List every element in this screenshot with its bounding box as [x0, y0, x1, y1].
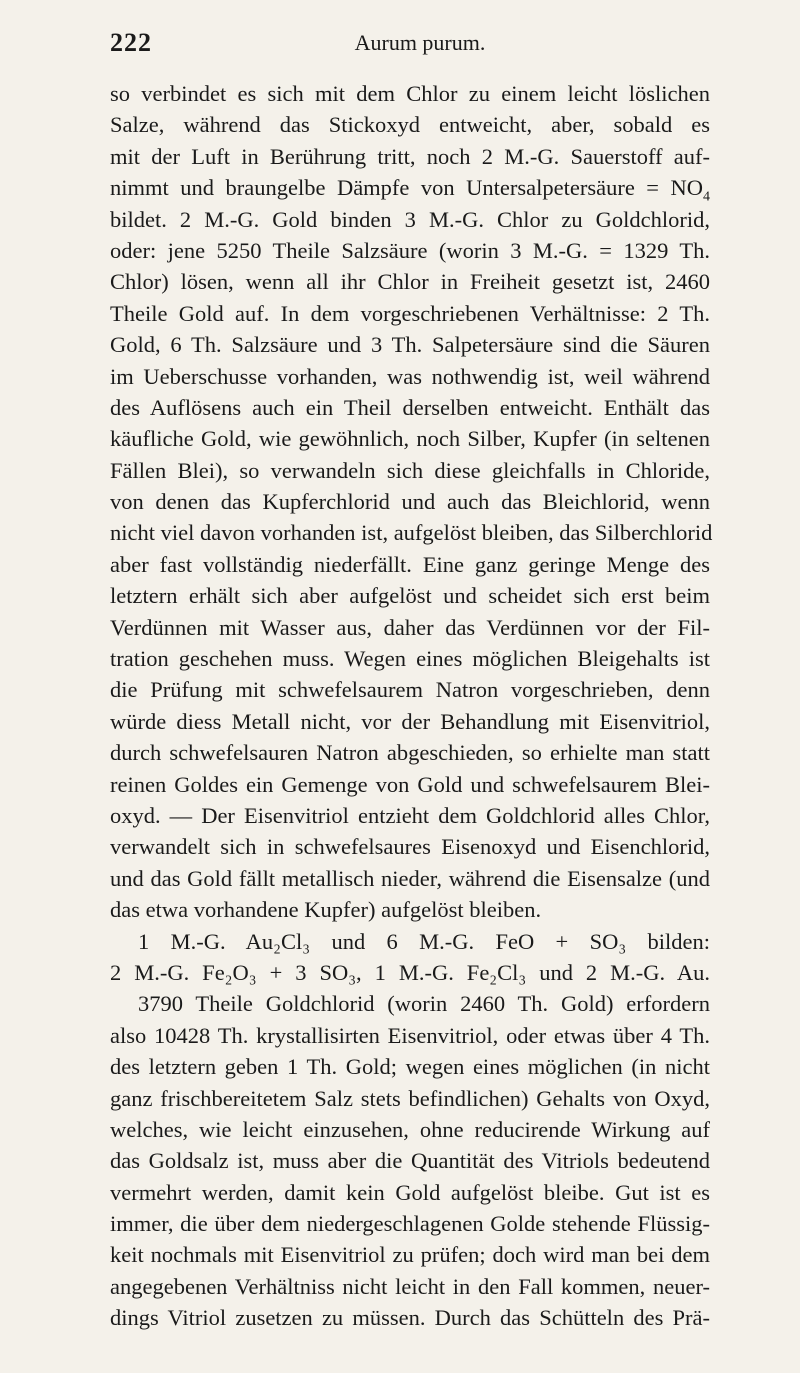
text-line — [110, 643, 710, 674]
text-line-content: oder: jene 5250 Theile Salzsäure (worin 3 M.-G. = 1329 Th. — [110, 237, 710, 263]
text-line-content: 1 M.-G. Au₂Cl₃ und 6 M.-G. FeO + SO₃ bilden: — [138, 928, 710, 954]
text-line-content: ganz frischbereitetem Salz stets befindlichen) Gehalts von Oxyd, — [110, 1085, 710, 1111]
text-line — [110, 423, 710, 454]
text-line-content: welches, wie leicht einzusehen, ohne reducirende Wirkung auf — [110, 1116, 710, 1142]
text-line-content: 3790 Theile Goldchlorid (worin 2460 Th. Gold) erfordern — [138, 991, 710, 1017]
text-line — [110, 1271, 710, 1302]
text-line — [110, 1020, 710, 1051]
text-line — [110, 204, 710, 235]
text-line-content: Theile Gold auf. In dem vorgeschriebenen Verhältnisse: 2 Th. — [110, 300, 710, 326]
text-line-content: also 10428 Th. krystallisirten Eisenvitriol, oder etwas über 4 Th. — [110, 1022, 710, 1048]
text-line-content: und das Gold fällt metallisch nieder, während die Eisensalze (und — [110, 865, 710, 891]
text-line — [110, 1145, 710, 1176]
text-line — [110, 580, 710, 611]
text-line-content: 2 M.-G. Fe₂O₃ + 3 SO₃, 1 M.-G. Fe₂Cl₃ und 2 M.-G. Au. — [110, 959, 710, 985]
text-line-content: das etwa vorhandene Kupfer) aufgelöst bleiben. — [110, 897, 542, 923]
text-line — [110, 329, 710, 360]
text-line-content: tration geschehen muss. Wegen eines möglichen Bleigehalts ist — [110, 646, 710, 672]
text-line — [110, 612, 710, 643]
body-text — [110, 78, 713, 1334]
text-line — [110, 1083, 710, 1114]
text-line — [110, 298, 710, 329]
text-line-content: Salze, während das Stickoxyd entweicht, aber, sobald es — [110, 112, 710, 138]
text-line — [110, 172, 710, 203]
text-line-content: die Prüfung mit schwefelsaurem Natron vorgeschrieben, denn — [110, 677, 710, 703]
text-line — [110, 737, 710, 768]
text-line — [110, 894, 710, 925]
text-line-content: das Goldsalz ist, muss aber die Quantität des Vitriols bedeutend — [110, 1148, 710, 1174]
text-line — [110, 957, 710, 988]
text-line-content: nicht viel davon vorhanden ist, aufgelöst bleiben, das Silberchlorid — [110, 520, 713, 546]
text-line — [110, 361, 710, 392]
text-line-content: verwandelt sich in schwefelsaures Eisenoxyd und Eisenchlorid, — [110, 834, 710, 860]
text-line-content: durch schwefelsauren Natron abgeschieden, so erhielte man statt — [110, 740, 710, 766]
text-line-content: Chlor) lösen, wenn all ihr Chlor in Freiheit gesetzt ist, 2460 — [110, 269, 710, 295]
text-line-content: dings Vitriol zusetzen zu müssen. Durch das Schütteln des Prä- — [110, 1305, 710, 1331]
text-line-content: aber fast vollständig niederfällt. Eine ganz geringe Menge des — [110, 551, 710, 577]
text-line — [110, 1051, 710, 1082]
page-header — [110, 28, 710, 60]
text-line-content: bildet. 2 M.-G. Gold binden 3 M.-G. Chlor zu Goldchlorid, — [110, 206, 710, 232]
text-line — [110, 235, 710, 266]
text-line — [110, 863, 710, 894]
text-line — [110, 266, 710, 297]
text-line-content: letztern erhält sich aber aufgelöst und scheidet sich erst beim — [110, 583, 710, 609]
text-line-content: angegebenen Verhältniss nicht leicht in den Fall kommen, neuer- — [110, 1273, 710, 1299]
text-line — [110, 926, 710, 957]
text-line-content: immer, die über dem niedergeschlagenen Golde stehende Flüssig- — [110, 1211, 710, 1237]
text-line-content: Fällen Blei), so verwandeln sich diese gleichfalls in Chloride, — [110, 457, 710, 483]
text-line-content: reinen Goldes ein Gemenge von Gold und schwefelsaurem Blei- — [110, 771, 710, 797]
text-line — [110, 988, 710, 1019]
text-line — [110, 109, 710, 140]
text-line — [110, 831, 710, 862]
text-line — [110, 517, 713, 548]
text-line — [110, 486, 710, 517]
text-line-content: würde diess Metall nicht, vor der Behandlung mit Eisenvitriol, — [110, 708, 710, 734]
text-line — [110, 141, 710, 172]
text-line — [110, 78, 710, 109]
text-line-content: käufliche Gold, wie gewöhnlich, noch Silber, Kupfer (in seltenen — [110, 426, 710, 452]
text-line — [110, 1302, 710, 1333]
text-line — [110, 549, 710, 580]
text-line-content: im Ueberschusse vorhanden, was nothwendig ist, weil während — [110, 363, 710, 389]
text-line — [110, 769, 710, 800]
text-line — [110, 392, 710, 423]
text-line — [110, 706, 710, 737]
text-line-content: nimmt und braungelbe Dämpfe von Untersalpetersäure = NO — [110, 175, 703, 201]
text-line — [110, 1208, 710, 1239]
subscript: 4 — [703, 189, 710, 205]
text-line-content: von denen das Kupferchlorid und auch das Bleichlorid, wenn — [110, 489, 710, 515]
page-number: 222 — [110, 28, 152, 57]
text-line — [110, 1177, 710, 1208]
text-line-content: vermehrt werden, damit kein Gold aufgelöst bleibe. Gut ist es — [110, 1179, 710, 1205]
text-line-content: keit nochmals mit Eisenvitriol zu prüfen; doch wird man bei dem — [110, 1242, 710, 1268]
text-line — [110, 674, 710, 705]
text-line-content: so verbindet es sich mit dem Chlor zu einem leicht löslichen — [110, 81, 710, 106]
text-line-content: oxyd. — Der Eisenvitriol entzieht dem Goldchlorid alles Chlor, — [110, 802, 710, 828]
text-line — [110, 1239, 710, 1270]
running-title: Aurum purum. — [354, 30, 486, 55]
text-line — [110, 800, 710, 831]
text-line — [110, 455, 710, 486]
text-line-content: Verdünnen mit Wasser aus, daher das Verdünnen vor der Fil- — [110, 614, 710, 640]
text-line-content: Gold, 6 Th. Salzsäure und 3 Th. Salpetersäure sind die Säuren — [110, 332, 710, 358]
text-line-content: mit der Luft in Berührung tritt, noch 2 M.-G. Sauerstoff auf- — [110, 143, 710, 169]
text-line-content: des letztern geben 1 Th. Gold; wegen eines möglichen (in nicht — [110, 1054, 710, 1080]
text-line-content: des Auflösens auch ein Theil derselben entweicht. Enthält das — [110, 394, 710, 420]
text-line — [110, 1114, 710, 1145]
